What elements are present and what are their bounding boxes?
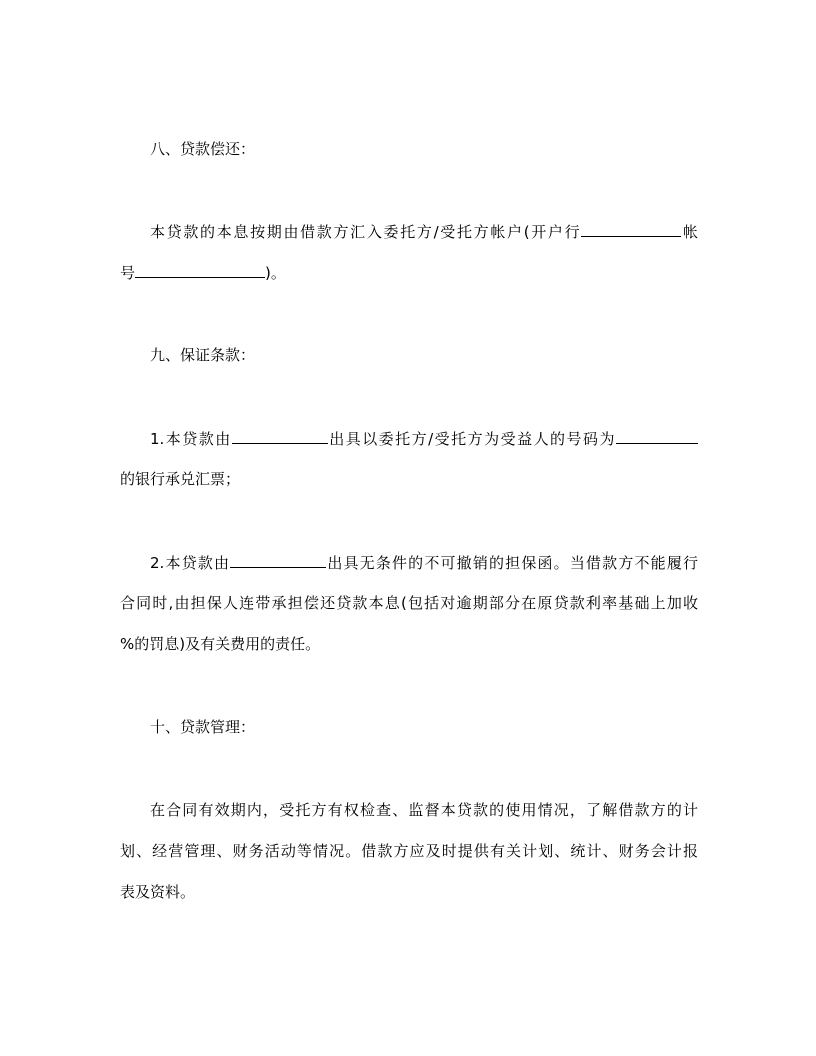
guarantee-item-2-text-d: %的罚息)及有关费用的责任。 <box>120 635 321 653</box>
guarantee-item-1-text-a: 1.本贷款由 <box>150 430 232 448</box>
section-9-heading <box>150 344 698 366</box>
guarantor-blank <box>230 551 326 568</box>
section-10-paragraph-line-3 <box>120 881 698 903</box>
section-8-heading <box>150 138 698 160</box>
section-8-text-a: 本贷款的本息按期由借款方汇入委托方/受托方帐户(开户行 <box>150 223 582 241</box>
section-8-paragraph-line-2 <box>120 261 698 283</box>
section-9-heading-text: 九、保证条款： <box>150 346 256 364</box>
guarantee-item-1-text-c: 的银行承兑汇票； <box>120 470 241 488</box>
guarantee-item-1-line-2 <box>120 468 698 490</box>
acceptor-blank <box>232 427 328 444</box>
guarantee-item-2-text-b: 出具无条件的不可撤销的担保函。当借款方不能履行 <box>326 554 698 572</box>
guarantee-item-2-text-c: 合同时,由担保人连带承担偿还贷款本息(包括对逾期部分在原贷款利率基础上加收 <box>120 594 698 612</box>
guarantee-item-1-text-b: 出具以委托方/受托方为受益人的号码为 <box>327 430 616 448</box>
opening-bank-blank <box>581 220 681 237</box>
section-10-text-a: 在合同有效期内，受托方有权检查、监督本贷款的使用情况，了解借款方的计 <box>150 801 698 819</box>
section-10-heading-text: 十、贷款管理： <box>150 718 256 736</box>
bill-number-blank <box>616 427 698 444</box>
section-8-paragraph-line-1 <box>150 220 698 242</box>
guarantee-item-2-line-2 <box>120 592 698 614</box>
guarantee-item-2-line-1 <box>150 551 698 573</box>
section-10-heading <box>150 716 698 738</box>
section-10-text-c: 表及资料。 <box>120 883 196 901</box>
section-8-text-b: 帐 <box>681 223 698 241</box>
guarantee-item-1-line-1 <box>150 427 698 449</box>
section-10-paragraph-line-2 <box>120 840 698 862</box>
account-number-blank <box>135 261 265 278</box>
section-10-text-b: 划、经营管理、财务活动等情况。借款方应及时提供有关计划、统计、财务会计报 <box>120 842 698 860</box>
guarantee-item-2-line-3 <box>120 633 698 655</box>
guarantee-item-2-text-a: 2.本贷款由 <box>150 554 231 572</box>
section-8-text-d: )。 <box>265 264 286 282</box>
section-8-heading-text: 八、贷款偿还： <box>150 140 256 158</box>
section-8-text-c: 号 <box>120 264 136 282</box>
section-10-paragraph-line-1 <box>150 799 698 821</box>
